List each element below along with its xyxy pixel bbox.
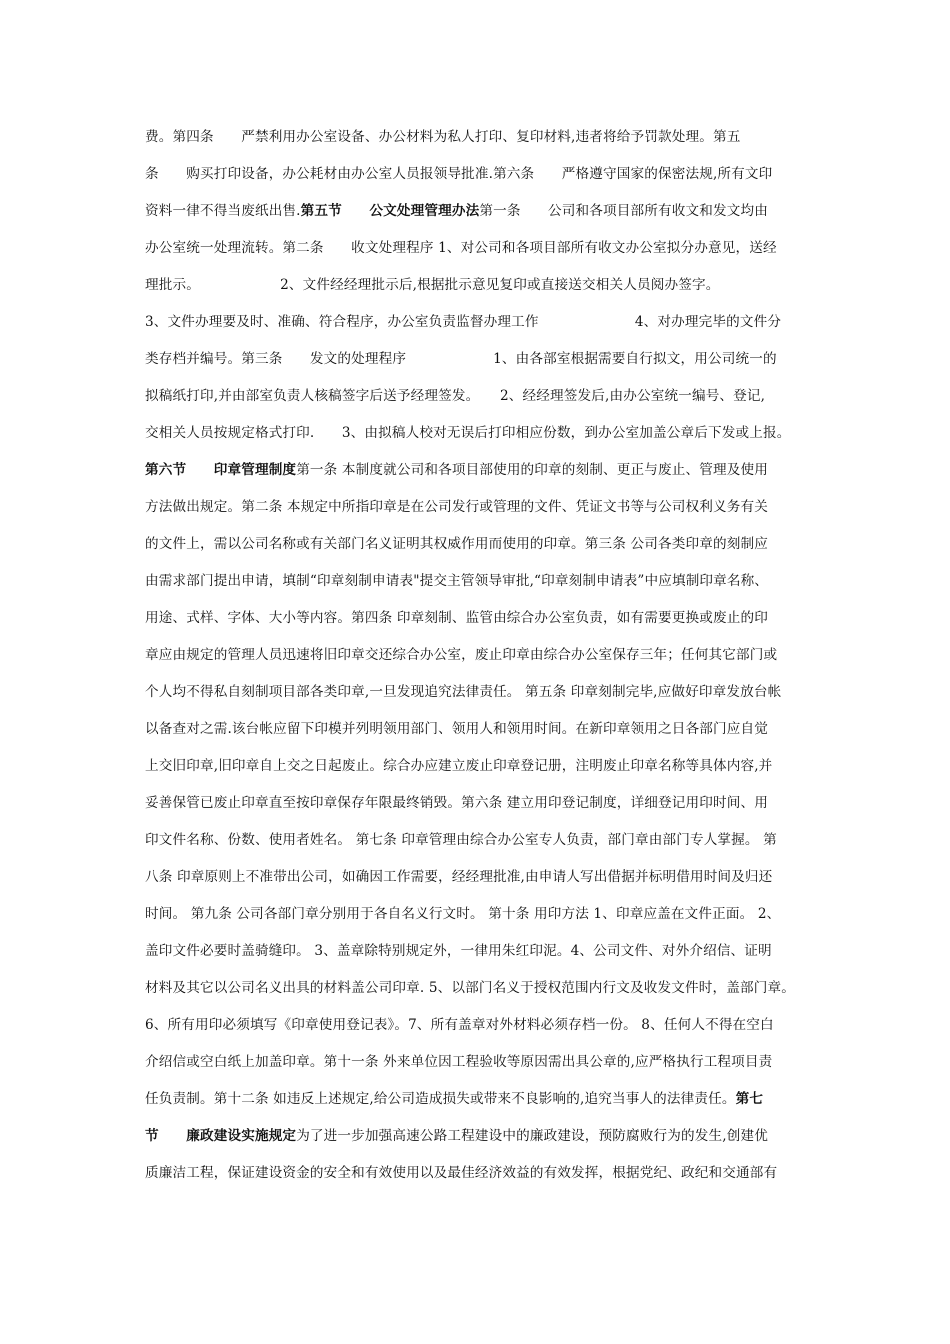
text-line bbox=[145, 867, 825, 887]
text-line bbox=[145, 275, 825, 295]
body-text: 妥善保管已废止印章直至按印章保存年限最终销毁。第六条 建立用印登记制度，详细登记用印时间、用 bbox=[145, 795, 768, 811]
text-line bbox=[145, 1089, 825, 1109]
body-text: 方法做出规定。第二条 本规定中所指印章是在公司发行或管理的文件、凭证文书等与公司权利义务有关 bbox=[145, 499, 768, 515]
body-text: 章应由规定的管理人员迅速将旧印章交还综合办公室，废止印章由综合办公室保存三年；任何其它部门或 bbox=[145, 647, 778, 663]
body-text: 用途、式样、字体、大小等内容。第四条 印章刻制、监管由综合办公室负责，如有需要更换或废止的印 bbox=[145, 610, 768, 626]
body-text: 条 购买打印设备，办公耗材由办公室人员报领导批准.第六条 严格遵守国家的保密法规,所有文印 bbox=[145, 166, 773, 182]
body-text: 第一条 公司和各项目部所有收文和发文均由 bbox=[479, 203, 768, 219]
text-line bbox=[145, 238, 825, 258]
text-line bbox=[145, 460, 825, 480]
body-text: 质廉洁工程，保证建设资金的安全和有效使用以及最佳经济效益的有效发挥，根据党纪、政纪和交通部有 bbox=[145, 1165, 778, 1181]
text-line bbox=[145, 978, 825, 998]
body-text: 八条 印章原则上不准带出公司，如确因工作需要，经经理批准,由申请人写出借据并标明借用时间及归还 bbox=[145, 869, 773, 885]
section-heading: 第六节 印章管理制度 bbox=[145, 462, 297, 478]
body-text: 以备查对之需.该台帐应留下印模并列明领用部门、领用人和领用时间。在新印章领用之日各部门应自觉 bbox=[145, 721, 768, 737]
text-line bbox=[145, 756, 825, 776]
body-text: 类存档并编号。第三条 发文的处理程序 1、由各部室根据需要自行拟文，用公司统一的 bbox=[145, 351, 777, 367]
text-line bbox=[145, 312, 825, 332]
text-line bbox=[145, 1052, 825, 1072]
section-heading: 节 廉政建设实施规定 bbox=[145, 1128, 297, 1144]
text-line bbox=[145, 793, 825, 813]
body-text: 拟稿纸打印,并由部室负责人核稿签字后送予经理签发。 2、经经理签发后,由办公室统一编号、登记, bbox=[145, 388, 766, 404]
body-text: 盖印文件必要时盖骑缝印。 3、盖章除特别规定外，一律用朱红印泥。4、公司文件、对外介绍信、证明 bbox=[145, 943, 772, 959]
text-line bbox=[145, 571, 825, 591]
text-line bbox=[145, 904, 825, 924]
text-line bbox=[145, 645, 825, 665]
body-text: 由需求部门提出申请，填制“印章刻制申请表"提交主管领导审批,“印章刻制申请表”中应填制印章名称、 bbox=[145, 573, 769, 589]
body-text: 6、所有用印必须填写《印章使用登记表》。7、所有盖章对外材料必须存档一份。 8、任何人不得在空白 bbox=[145, 1017, 774, 1033]
text-line bbox=[145, 127, 825, 147]
text-line bbox=[145, 719, 825, 739]
text-line bbox=[145, 164, 825, 184]
body-text: 3、文件办理要及时、准确、符合程序，办公室负责监督办理工作 4、对办理完毕的文件分 bbox=[145, 314, 782, 330]
body-text: 个人均不得私自刻制项目部各类印章,一旦发现追究法律责任。 第五条 印章刻制完毕,应做好印章发放台帐 bbox=[145, 684, 782, 700]
body-text: 上交旧印章,旧印章自上交之日起废止。综合办应建立废止印章登记册，注明废止印章名称等具体内容,并 bbox=[145, 758, 773, 774]
body-text: 为了进一步加强高速公路工程建设中的廉政建设，预防腐败行为的发生,创建优 bbox=[296, 1128, 768, 1144]
body-text: 介绍信或空白纸上加盖印章。第十一条 外来单位因工程验收等原因需出具公章的,应严格执行工程项目责 bbox=[145, 1054, 773, 1070]
body-text: 办公室统一处理流转。第二条 收文处理程序 1、对公司和各项目部所有收文办公室拟分办意见，送经 bbox=[145, 240, 777, 256]
section-heading: 第七 bbox=[735, 1091, 764, 1107]
text-line bbox=[145, 682, 825, 702]
section-heading: 第五节 公文处理管理办法 bbox=[300, 203, 480, 219]
text-line bbox=[145, 534, 825, 554]
body-text: 费。第四条 严禁利用办公室设备、办公材料为私人打印、复印材料,违者将给予罚款处理。第五 bbox=[145, 129, 741, 145]
text-line bbox=[145, 349, 825, 369]
body-text: 印文件名称、份数、使用者姓名。 第七条 印章管理由综合办公室专人负责，部门章由部门专人掌握。 第 bbox=[145, 832, 777, 848]
text-line bbox=[145, 423, 825, 443]
text-line bbox=[145, 386, 825, 406]
body-text: 任负责制。第十二条 如违反上述规定,给公司造成损失或带来不良影响的,追究当事人的法律责任。 bbox=[145, 1091, 736, 1107]
body-text: 材料及其它以公司名义出具的材料盖公司印章. 5、以部门名义于授权范围内行文及收发文件时，盖部门章。 bbox=[145, 980, 795, 996]
text-line bbox=[145, 608, 825, 628]
body-text: 交相关人员按规定格式打印. 3、由拟稿人校对无误后打印相应份数，到办公室加盖公章后下发或上报。 bbox=[145, 425, 791, 441]
text-line bbox=[145, 830, 825, 850]
body-text: 理批示。 2、文件经经理批示后,根据批示意见复印或直接送交相关人员阅办签字。 bbox=[145, 277, 720, 293]
body-text: 资料一律不得当废纸出售. bbox=[145, 203, 301, 219]
body-text: 的文件上，需以公司名称或有关部门名义证明其权威作用而使用的印章。第三条 公司各类印章的刻制应 bbox=[145, 536, 768, 552]
body-text: 第一条 本制度就公司和各项目部使用的印章的刻制、更正与废止、管理及使用 bbox=[296, 462, 768, 478]
body-text: 时间。 第九条 公司各部门章分别用于各自名义行文时。 第十条 用印方法 1、印章应盖在文件正面。 2、 bbox=[145, 906, 781, 922]
text-line bbox=[145, 1126, 825, 1146]
text-line bbox=[145, 1163, 825, 1183]
text-line bbox=[145, 497, 825, 517]
text-line bbox=[145, 201, 825, 221]
text-line bbox=[145, 941, 825, 961]
text-line bbox=[145, 1015, 825, 1035]
